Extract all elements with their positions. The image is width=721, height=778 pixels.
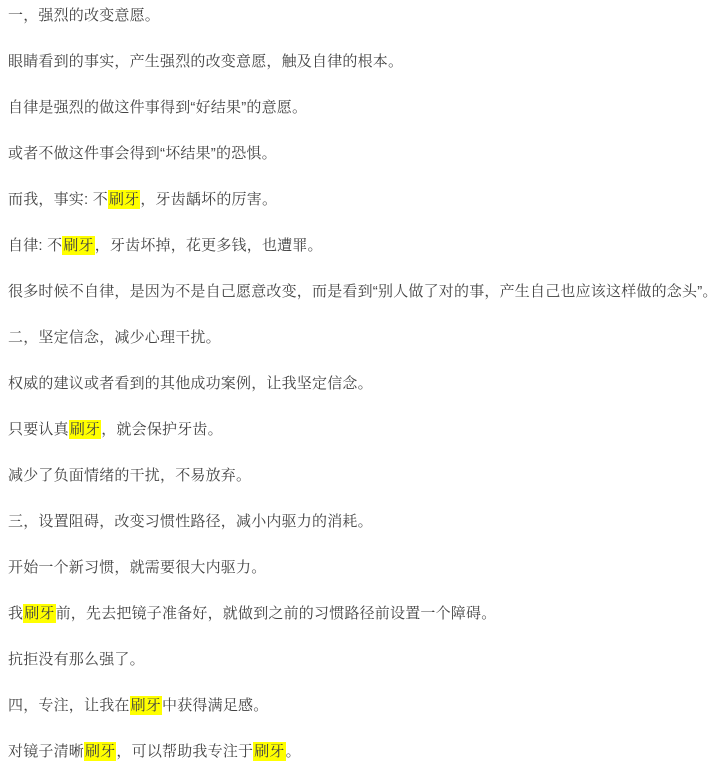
text-segment: 开始一个新习惯，就需要很大内驱力。 bbox=[8, 559, 267, 576]
text-segment: ，牙齿坏掉，花更多钱，也遭罪。 bbox=[94, 237, 323, 254]
text-segment: 中获得满足感。 bbox=[162, 697, 269, 714]
text-segment: 很多时候不自律，是因为不是自己愿意改变，而是看到“别人做了对的事，产生自己也应该这样做的念头”。 bbox=[8, 283, 718, 300]
paragraph bbox=[8, 511, 721, 533]
text-segment: 只要认真 bbox=[8, 421, 69, 438]
paragraph bbox=[8, 741, 721, 763]
paragraph bbox=[8, 281, 721, 303]
text-segment: 抗拒没有那么强了。 bbox=[8, 651, 145, 668]
paragraph bbox=[8, 327, 721, 349]
text-segment: 二，坚定信念，减少心理干扰。 bbox=[8, 329, 221, 346]
highlighted-term: 刷牙 bbox=[24, 605, 55, 622]
text-segment: ，可以帮助我专注于 bbox=[116, 743, 254, 760]
paragraph bbox=[8, 419, 721, 441]
paragraph bbox=[8, 465, 721, 487]
text-segment: 一，强烈的改变意愿。 bbox=[8, 7, 161, 24]
highlighted-term: 刷牙 bbox=[254, 743, 285, 760]
paragraph bbox=[8, 649, 721, 671]
paragraph bbox=[8, 97, 721, 119]
text-segment: 权威的建议或者看到的其他成功案例，让我坚定信念。 bbox=[8, 375, 373, 392]
paragraph bbox=[8, 51, 721, 73]
highlighted-term: 刷牙 bbox=[85, 743, 116, 760]
highlighted-term: 刷牙 bbox=[63, 237, 94, 254]
text-segment: 或者不做这件事会得到“坏结果”的恐惧。 bbox=[8, 145, 277, 162]
highlighted-term: 刷牙 bbox=[69, 421, 101, 438]
text-segment: ，牙齿龋坏的厉害。 bbox=[140, 191, 278, 208]
text-segment: 而我，事实: 不 bbox=[8, 191, 108, 208]
text-segment: 眼睛看到的事实，产生强烈的改变意愿，触及自律的根本。 bbox=[8, 53, 404, 70]
text-segment: 自律: 不 bbox=[8, 237, 63, 254]
paragraph bbox=[8, 5, 721, 27]
paragraph bbox=[8, 373, 721, 395]
text-segment: 减少了负面情绪的干扰，不易放弃。 bbox=[8, 467, 252, 484]
text-segment: 我 bbox=[8, 605, 24, 622]
text-segment: 前，先去把镜子准备好，就做到之前的习惯路径前设置一个障碍。 bbox=[55, 605, 497, 622]
text-segment: 自律是强烈的做这件事得到“好结果”的意愿。 bbox=[8, 99, 308, 116]
paragraph bbox=[8, 603, 721, 625]
paragraph bbox=[8, 557, 721, 579]
text-segment: 。 bbox=[285, 743, 301, 760]
paragraph bbox=[8, 143, 721, 165]
text-segment: ，就会保护牙齿。 bbox=[101, 421, 223, 438]
text-segment: 对镜子清晰 bbox=[8, 743, 85, 760]
text-segment: 四，专注，让我在 bbox=[8, 697, 130, 714]
paragraph bbox=[8, 695, 721, 717]
highlighted-term: 刷牙 bbox=[108, 191, 140, 208]
highlighted-term: 刷牙 bbox=[130, 697, 162, 714]
paragraph bbox=[8, 235, 721, 257]
paragraph bbox=[8, 189, 721, 211]
text-segment: 三，设置阻碍，改变习惯性路径，减小内驱力的消耗。 bbox=[8, 513, 373, 530]
